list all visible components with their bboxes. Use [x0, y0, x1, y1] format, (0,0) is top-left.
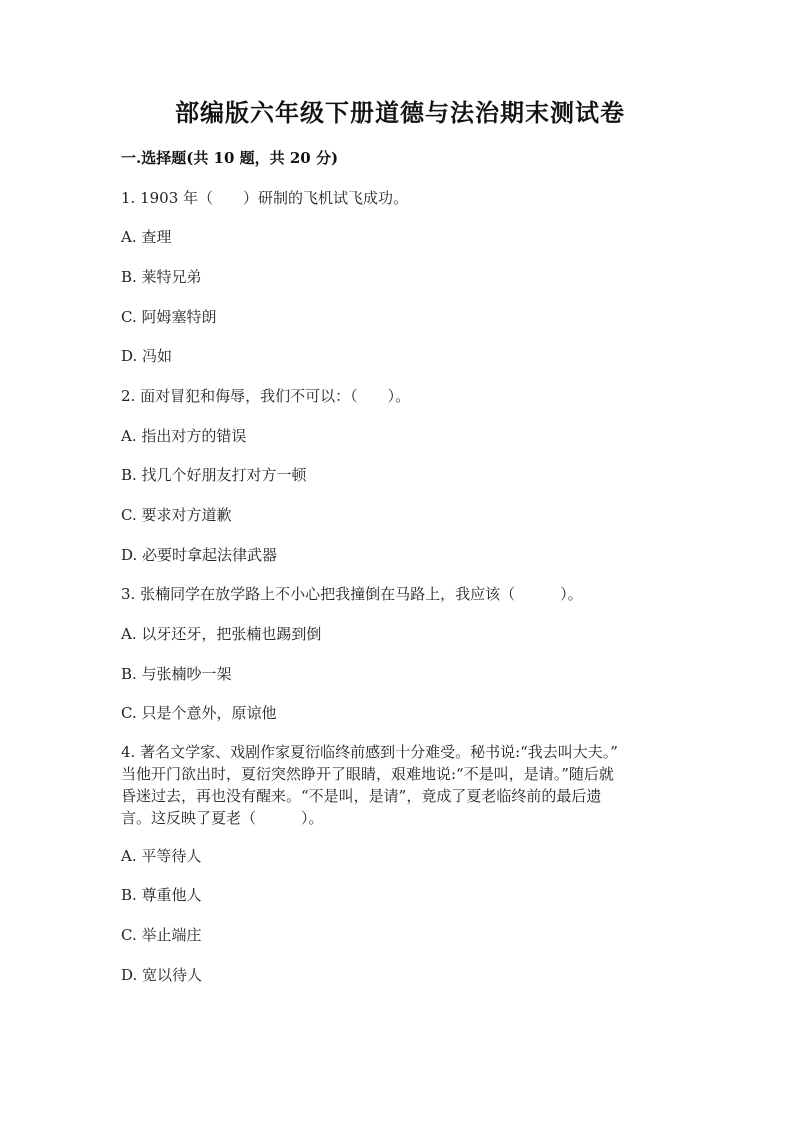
question-4-stem-line: 昏迷过去，再也没有醒来。“不是叫，是请”，竟成了夏老临终前的最后遗 — [121, 787, 602, 805]
question-4-stem-line: 4. 著名文学家、戏剧作家夏衍临终前感到十分难受。秘书说:“我去叫大夫。” — [121, 743, 618, 761]
question-4-option-c: C. 举止端庄 — [121, 926, 202, 944]
question-1-option-c: C. 阿姆塞特朗 — [121, 308, 217, 326]
question-2-stem: 2. 面对冒犯和侮辱，我们不可以：（ ）。 — [121, 387, 411, 405]
question-1-stem: 1. 1903 年（ ）研制的飞机试飞成功。 — [121, 189, 409, 207]
question-4-option-a: A. 平等待人 — [121, 847, 202, 865]
question-3-option-a: A. 以牙还牙，把张楠也踢到倒 — [121, 625, 322, 643]
question-4-stem — [121, 741, 681, 829]
question-3-option-b: B. 与张楠吵一架 — [121, 665, 232, 683]
question-4-option-d: D. 宽以待人 — [121, 966, 203, 984]
question-1-option-a: A. 查理 — [121, 228, 172, 246]
page-title: 部编版六年级下册道德与法治期末测试卷 — [175, 98, 625, 127]
question-2-option-c: C. 要求对方道歉 — [121, 506, 232, 524]
question-2-option-d: D. 必要时拿起法律武器 — [121, 546, 278, 564]
question-2-option-a: A. 指出对方的错误 — [121, 427, 247, 445]
question-1-option-d: D. 冯如 — [121, 347, 173, 365]
question-1-option-b: B. 莱特兄弟 — [121, 268, 202, 286]
question-3-option-c: C. 只是个意外，原谅他 — [121, 704, 277, 722]
section-heading: 一.选择题(共 10 题，共 20 分) — [121, 149, 339, 167]
question-4-stem-line: 言。这反映了夏老（ ）。 — [121, 809, 324, 827]
question-4-stem-line: 当他开门欲出时，夏衍突然睁开了眼睛，艰难地说:“不是叫，是请。”随后就 — [121, 765, 614, 783]
question-4-option-b: B. 尊重他人 — [121, 886, 202, 904]
question-3-stem: 3. 张楠同学在放学路上不小心把我撞倒在马路上，我应该（ ）。 — [121, 585, 583, 603]
question-2-option-b: B. 找几个好朋友打对方一顿 — [121, 466, 307, 484]
